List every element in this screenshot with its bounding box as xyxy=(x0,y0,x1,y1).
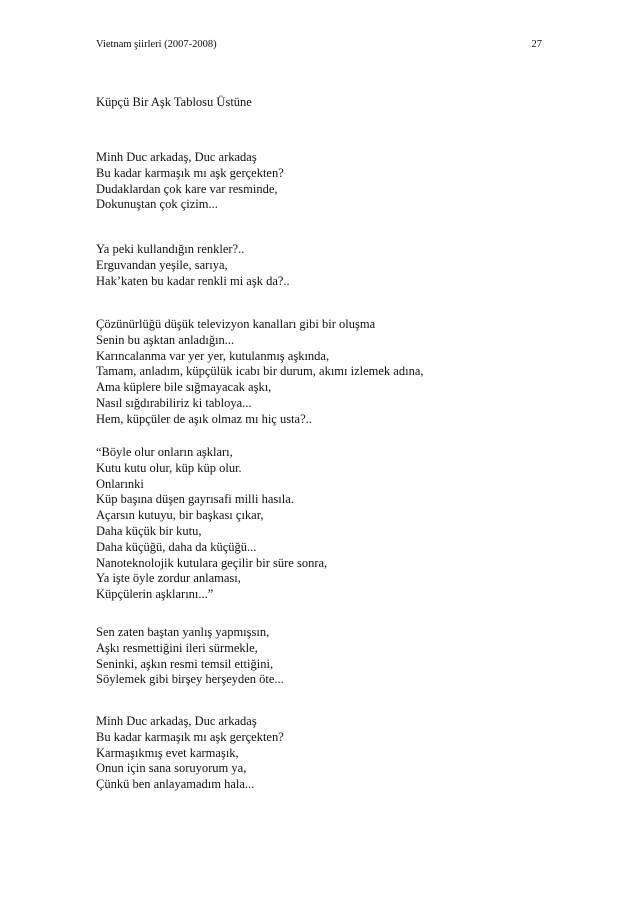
poem-line: Çözünürlüğü düşük televizyon kanalları gibi bir oluşma xyxy=(96,317,376,331)
poem-line: Aşkı resmettiğini ileri sürmekle, xyxy=(96,640,258,655)
poem-line: Senin bu aşktan anladığın... xyxy=(96,332,235,347)
poem-title: Küpçü Bir Aşk Tablosu Üstüne xyxy=(96,95,252,109)
poem-line: Onun için sana soruyorum ya, xyxy=(96,761,247,776)
poem-line: Dokunuştan çok çizim... xyxy=(96,197,218,212)
poem-line: Çünkü ben anlayamadım hala... xyxy=(96,777,255,792)
running-title: Vietnam şiirleri (2007-2008) xyxy=(96,39,217,50)
poem-line: Nanoteknolojik kutulara geçilir bir süre sonra, xyxy=(96,555,328,570)
poem-line: Nasıl sığdırabiliriz ki tabloya... xyxy=(96,395,252,410)
stanza xyxy=(96,714,556,793)
poem-line: Küp başına düşen gayrısafi milli hasıla. xyxy=(96,492,294,507)
stanza xyxy=(96,150,556,213)
poem-line: Küpçülerin aşklarını...” xyxy=(96,587,214,602)
poem-line: Karıncalanma var yer yer, kutulanmış aşkında, xyxy=(96,348,330,363)
poem-line: Hem, küpçüler de aşık olmaz mı hiç usta?.. xyxy=(96,411,312,426)
poem-line: Hak’katen bu kadar renkli mi aşk da?.. xyxy=(96,273,290,288)
poem-line: “Böyle olur onların aşkları, xyxy=(96,445,233,459)
poem-line: Tamam, anladım, küpçülük icabı bir durum, akımı izlemek adına, xyxy=(96,364,424,379)
poem-line: Söylemek gibi birşey herşeyden öte... xyxy=(96,672,284,687)
poem-line: Daha küçük bir kutu, xyxy=(96,523,202,538)
stanza xyxy=(96,445,556,603)
poem-line: Dudaklardan çok kare var resminde, xyxy=(96,181,278,196)
stanza xyxy=(96,317,556,428)
poem-line: Açarsın kutuyu, bir başkası çıkar, xyxy=(96,508,264,523)
poem-line: Bu kadar karmaşık mı aşk gerçekten? xyxy=(96,165,284,180)
poem-line: Minh Duc arkadaş, Duc arkadaş xyxy=(96,714,257,728)
poem-line: Karmaşıkmış evet karmaşık, xyxy=(96,745,239,760)
stanza xyxy=(96,242,556,289)
poem-line: Minh Duc arkadaş, Duc arkadaş xyxy=(96,150,257,164)
page-number: 27 xyxy=(531,39,542,50)
poem-line: Ya işte öyle zordur anlaması, xyxy=(96,571,241,586)
poem-line: Ama küplere bile sığmayacak aşkı, xyxy=(96,380,272,395)
poem-line: Ya peki kullandığın renkler?.. xyxy=(96,242,245,256)
poem-line: Erguvandan yeşile, sarıya, xyxy=(96,257,228,272)
poem-line: Daha küçüğü, daha da küçüğü... xyxy=(96,539,257,554)
poem-line: Onlarınki xyxy=(96,476,144,491)
stanza xyxy=(96,625,556,688)
poem-line: Sen zaten baştan yanlış yapmışsın, xyxy=(96,625,270,639)
poem-line: Bu kadar karmaşık mı aşk gerçekten? xyxy=(96,729,284,744)
poem-line: Kutu kutu olur, küp küp olur. xyxy=(96,460,242,475)
poem-line: Seninki, aşkın resmi temsil ettiğini, xyxy=(96,656,274,671)
